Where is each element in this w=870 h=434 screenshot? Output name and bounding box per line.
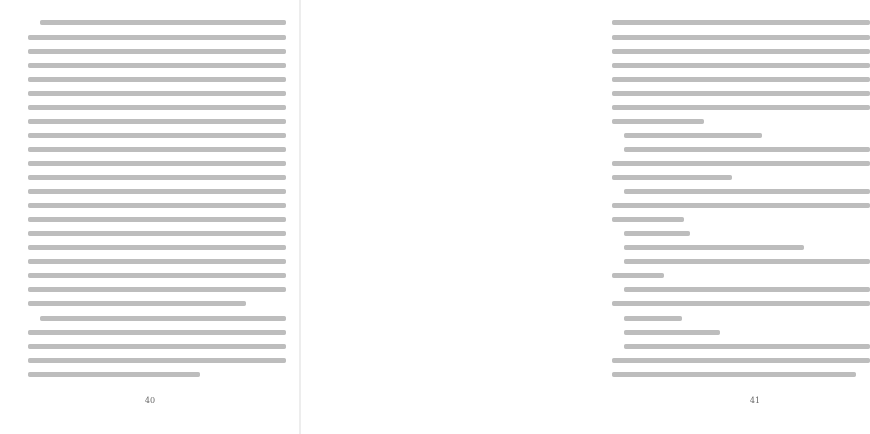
- text-line: [612, 301, 870, 306]
- text-line: [28, 273, 286, 278]
- text-line: [28, 105, 286, 110]
- text-line: [28, 63, 286, 68]
- text-line: [28, 372, 200, 377]
- text-line: [624, 344, 870, 349]
- text-line: [28, 77, 286, 82]
- text-line: [612, 217, 684, 222]
- text-line: [28, 245, 286, 250]
- text-line: [28, 287, 286, 292]
- text-line: [624, 259, 870, 264]
- text-line: [28, 161, 286, 166]
- text-line: [612, 49, 870, 54]
- text-line: [612, 161, 870, 166]
- text-line: [624, 189, 870, 194]
- text-line: [612, 273, 664, 278]
- text-line: [28, 189, 286, 194]
- text-line: [28, 358, 286, 363]
- text-line: [624, 330, 720, 335]
- text-line: [612, 35, 870, 40]
- text-line: [624, 287, 870, 292]
- text-line: [624, 133, 762, 138]
- text-line: [612, 372, 856, 377]
- text-line: [624, 316, 682, 321]
- text-line: [28, 217, 286, 222]
- text-line: [40, 316, 286, 321]
- text-line: [28, 119, 286, 124]
- text-line: [28, 133, 286, 138]
- text-line: [612, 91, 870, 96]
- text-line: [624, 245, 804, 250]
- text-line: [28, 91, 286, 96]
- text-line: [28, 259, 286, 264]
- text-line: [28, 49, 286, 54]
- text-line: [612, 77, 870, 82]
- text-line: [40, 20, 286, 25]
- text-line: [28, 147, 286, 152]
- text-line: [612, 175, 732, 180]
- text-line: [612, 105, 870, 110]
- text-line: [28, 175, 286, 180]
- right-page: [300, 0, 761, 434]
- text-line: [28, 203, 286, 208]
- text-line: [612, 358, 870, 363]
- text-line: [624, 231, 690, 236]
- left-page: [0, 0, 300, 434]
- text-line: [28, 35, 286, 40]
- text-line: [28, 330, 286, 335]
- text-line: [28, 231, 286, 236]
- right-page-number: 41: [749, 396, 761, 405]
- text-line: [28, 344, 286, 349]
- text-line: [612, 20, 870, 25]
- left-page-number: 40: [144, 396, 156, 405]
- text-line: [612, 63, 870, 68]
- text-line: [612, 119, 704, 124]
- text-line: [624, 147, 870, 152]
- text-line: [612, 203, 870, 208]
- text-line: [28, 301, 246, 306]
